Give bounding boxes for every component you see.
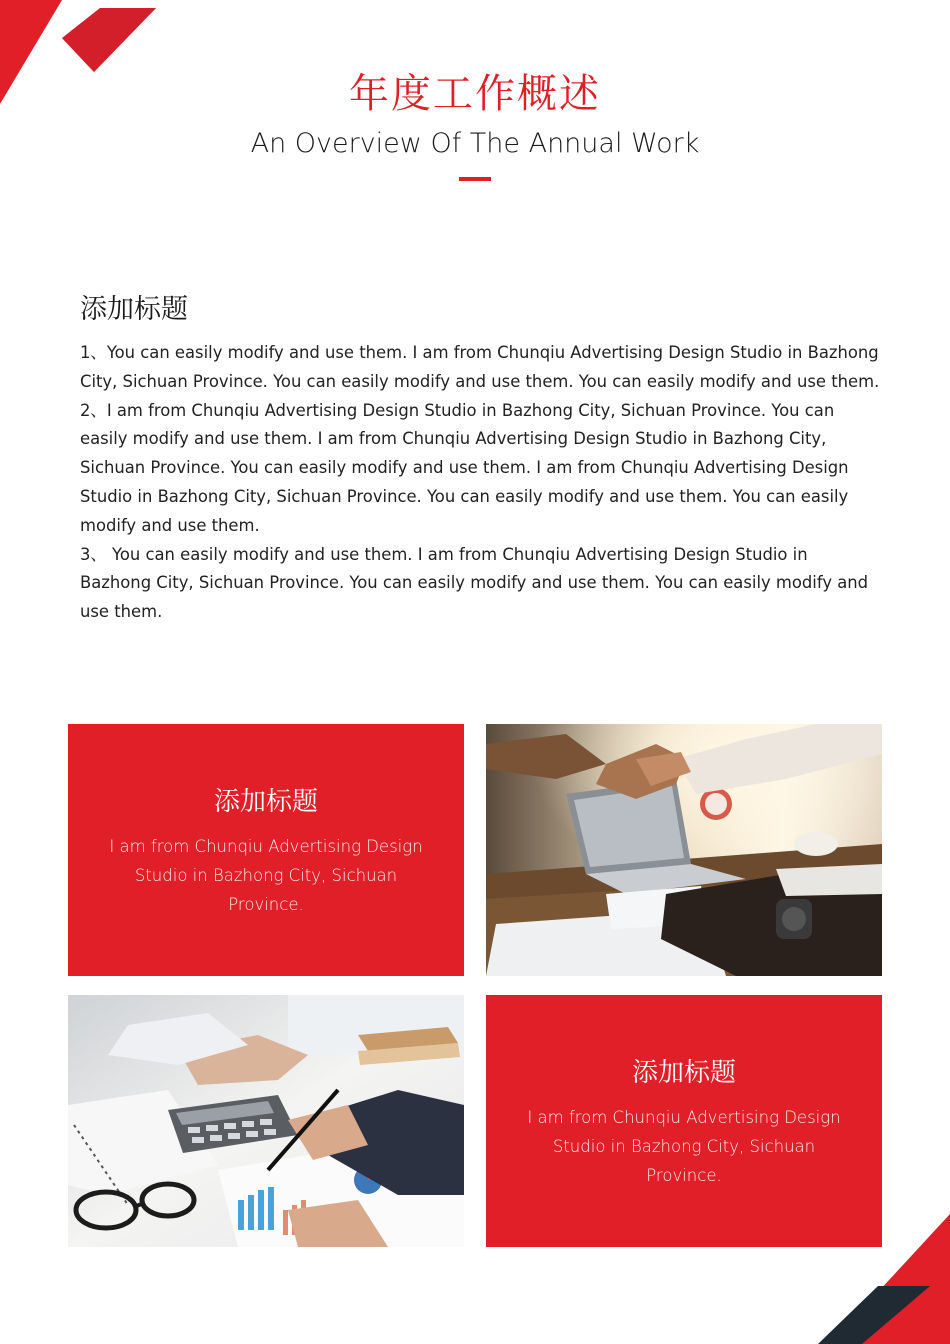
page-subtitle: An Overview Of The Annual Work: [250, 128, 700, 159]
card-title: 添加标题: [213, 787, 318, 817]
handshake-photo: [486, 724, 882, 976]
card-text: I am from Chunqiu Advertising Design Studio in Bazhong City, Sichuan Province.: [109, 837, 423, 914]
card-text: I am from Chunqiu Advertising Design Studio in Bazhong City, Sichuan Province.: [527, 1108, 841, 1185]
section-body: [80, 339, 880, 627]
card-title: 添加标题: [631, 1058, 736, 1088]
feature-card-1: [68, 724, 464, 976]
calculator-paperwork-photo: [68, 995, 464, 1247]
section-heading: 添加标题: [80, 294, 188, 325]
paragraph-3: 3、 You can easily modify and use them. I am from Chunqiu Advertising Design Studio in Bazhong City, Sichuan Province. You can easily modify and use them. You can easily modify and use them.: [80, 544, 869, 622]
title-divider: [459, 177, 491, 181]
paragraph-2: 2、I am from Chunqiu Advertising Design Studio in Bazhong City, Sichuan Province. You can easily modify and use them. I am from Chunqiu Advertising Design Studio in Bazhong City, Sichuan Province. You can easily modify and use them. I am from Chunqiu Advertising Design Studio in Bazhong City, Sichuan Province. You can easily modify and use them. You can easily modify and use them.: [80, 400, 849, 535]
feature-card-2: [486, 995, 882, 1247]
paragraph-1: 1、You can easily modify and use them. I am from Chunqiu Advertising Design Studio in Bazhong City, Sichuan Province. You can easily modify and use them. You can easily modify and use them.: [80, 343, 880, 391]
page-title: 年度工作概述: [349, 71, 601, 117]
